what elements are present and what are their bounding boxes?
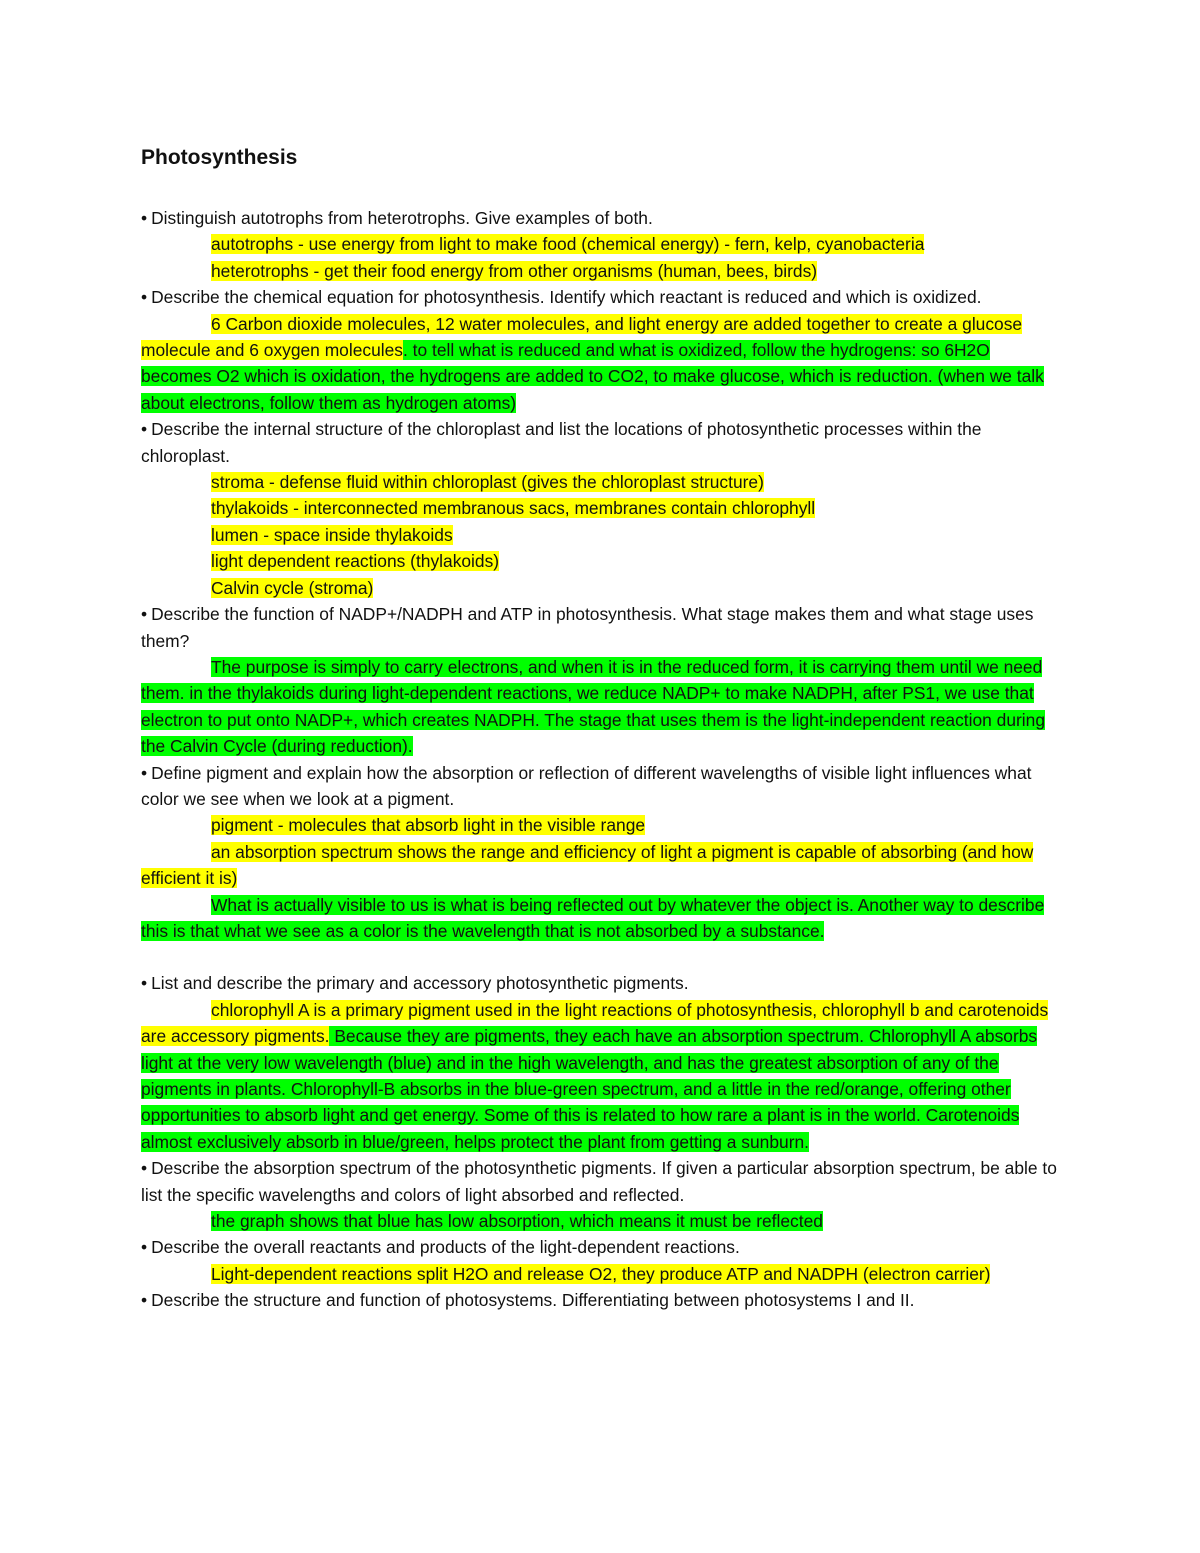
- yellow-highlight-text: Calvin cycle (stroma): [211, 577, 374, 598]
- yellow-highlight-text: chlorophyll A is a primary pigment used in the light reactions of photosynthesis, chlorophyll b and carotenoids are accessory pigments.: [141, 999, 1049, 1047]
- answer-paragraph: [141, 495, 1061, 521]
- question-9: [141, 1287, 1061, 1313]
- bullet-icon: •: [141, 1158, 148, 1179]
- yellow-highlight-text: an absorption spectrum shows the range and efficiency of light a pigment is capable of absorbing (and how efficient it is): [141, 841, 1034, 889]
- document-title: Photosynthesis: [141, 146, 298, 169]
- answer-paragraph: [141, 575, 1061, 601]
- answer-paragraph: [141, 522, 1061, 548]
- blank-line: [141, 944, 1061, 970]
- question-2: [141, 284, 1061, 310]
- question-4: [141, 601, 1061, 654]
- green-highlight-text: the graph shows that blue has low absorption, which means it must be reflected: [211, 1211, 823, 1232]
- question-6: [141, 970, 1061, 996]
- answer-paragraph: [141, 812, 1061, 838]
- yellow-highlight-text: heterotrophs - get their food energy from other organisms (human, bees, birds): [211, 260, 818, 281]
- question-text: Describe the overall reactants and products of the light-dependent reactions.: [151, 1237, 740, 1258]
- question-text: Describe the absorption spectrum of the photosynthetic pigments. If given a particular absorption spectrum, be able to list the specific wavelengths and colors of light absorbed and reflected.: [141, 1158, 1057, 1205]
- answer-paragraph: [141, 311, 1061, 417]
- answer-paragraph: [141, 892, 1061, 945]
- yellow-highlight-text: light dependent reactions (thylakoids): [211, 551, 500, 572]
- question-text: Define pigment and explain how the absorption or reflection of different wavelengths of visible light influences what color we see when we look at a pigment.: [141, 762, 1032, 809]
- yellow-highlight-text: stroma - defense fluid within chloroplast (gives the chloroplast structure): [211, 472, 764, 493]
- bullet-icon: •: [141, 287, 148, 308]
- question-text: Describe the structure and function of photosystems. Differentiating between photosystems I and II.: [151, 1290, 915, 1311]
- answer-paragraph: [141, 548, 1061, 574]
- bullet-icon: •: [141, 1237, 148, 1258]
- answer-paragraph: [141, 1261, 1061, 1287]
- question-text: Distinguish autotrophs from heterotrophs. Give examples of both.: [151, 208, 653, 228]
- bullet-icon: •: [141, 604, 148, 625]
- question-text: Describe the internal structure of the chloroplast and list the locations of photosynthetic processes within the chloroplast.: [141, 419, 982, 466]
- answer-paragraph: [141, 997, 1061, 1155]
- question-5: [141, 760, 1061, 813]
- question-text: Describe the chemical equation for photosynthesis. Identify which reactant is reduced and which is oxidized.: [151, 287, 982, 308]
- answer-paragraph: [141, 231, 1061, 257]
- answer-paragraph: [141, 654, 1061, 760]
- answer-paragraph: [141, 839, 1061, 892]
- question-7: [141, 1155, 1061, 1208]
- yellow-highlight-text: lumen - space inside thylakoids: [211, 524, 453, 545]
- green-highlight-text: . to tell what is reduced and what is oxidized, follow the hydrogens: so 6H2O becomes O2 which is oxidation, the hydrogens are added to CO2, to make glucose, which is reduction. (when we talk about electrons, follow them as hydrogen atoms): [141, 340, 1044, 413]
- answer-paragraph: [141, 258, 1061, 284]
- bullet-icon: •: [141, 419, 148, 440]
- yellow-highlight-text: 6 Carbon dioxide molecules, 12 water molecules, and light energy are added together to create a glucose molecule and 6 oxygen molecules: [141, 313, 1023, 361]
- bullet-icon: •: [141, 973, 148, 994]
- answer-paragraph: [141, 469, 1061, 495]
- bullet-icon: •: [141, 208, 148, 228]
- answer-paragraph: [141, 1208, 1061, 1234]
- bullet-icon: •: [141, 1290, 148, 1311]
- yellow-highlight-text: pigment - molecules that absorb light in the visible range: [211, 815, 646, 836]
- document-page: [141, 140, 1061, 1314]
- green-highlight-text: Because they are pigments, they each have an absorption spectrum. Chlorophyll A absorbs light at the very low wavelength (blue) and in the high wavelength, and has the greatest absorption of any of the pigments in plants. Chlorophyll-B absorbs in the blue-green spectrum, and a little in the red/orange, offering other opportunities to absorb light and get energy. Some of this is related to how rare a plant is in the world. Carotenoids almost exclusively absorb in blue/green, helps protect the plant from getting a sunburn.: [141, 1026, 1038, 1152]
- question-text: Describe the function of NADP+/NADPH and ATP in photosynthesis. What stage makes them and what stage uses them?: [141, 604, 1034, 651]
- yellow-highlight-text: thylakoids - interconnected membranous sacs, membranes contain chlorophyll: [211, 498, 816, 519]
- document-body: [141, 205, 1061, 1314]
- green-highlight-text: What is actually visible to us is what is being reflected out by whatever the object is. Another way to describe this is that what we see as a color is the wavelength that is not absorbed by a substance.: [141, 894, 1045, 941]
- question-1: [141, 205, 1061, 231]
- yellow-highlight-text: autotrophs - use energy from light to make food (chemical energy) - fern, kelp, cyanobacteria: [211, 234, 925, 255]
- question-8: [141, 1234, 1061, 1260]
- question-text: List and describe the primary and accessory photosynthetic pigments.: [151, 973, 689, 994]
- bullet-icon: •: [141, 762, 148, 783]
- question-3: [141, 416, 1061, 469]
- yellow-highlight-text: Light-dependent reactions split H2O and release O2, they produce ATP and NADPH (electron carrier): [211, 1263, 991, 1284]
- green-highlight-text: The purpose is simply to carry electrons, and when it is in the reduced form, it is carrying them until we need them. in the thylakoids during light-dependent reactions, we reduce NADP+ to make NADPH, after PS1, we use that electron to put onto NADP+, which creates NADPH. The stage that uses them is the light-independent reaction during the Calvin Cycle (during reduction).: [141, 656, 1046, 757]
